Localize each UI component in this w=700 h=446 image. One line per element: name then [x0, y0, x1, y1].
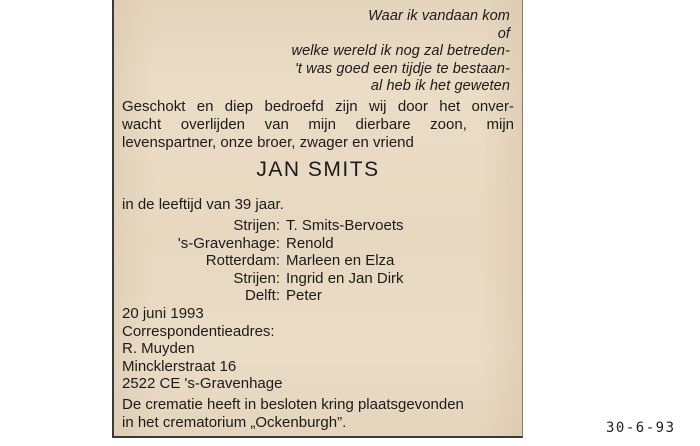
family-place: 's-Gravenhage:: [177, 234, 280, 252]
family-row: [114, 217, 514, 235]
closing-line: De crematie heeft in besloten kring plaatsgevonden: [122, 396, 464, 413]
family-names: Renold: [286, 234, 334, 252]
age-line: in de leeftijd van 39 jaar.: [122, 196, 284, 213]
family-names: Ingrid en Jan Dirk: [286, 269, 404, 287]
closing-line: in het crematorium „Ockenburgh”.: [122, 413, 347, 431]
family-names: Marleen en Elza: [286, 252, 395, 269]
intro-line: wacht overlijden van mijn dierbare zoon, mijn: [122, 116, 514, 133]
cremation-note: [122, 396, 464, 431]
family-names: T. Smits-Bervoets: [286, 217, 404, 234]
family-place: Strijen:: [233, 269, 280, 287]
family-place: Rotterdam:: [205, 252, 280, 269]
handwritten-date: 30-6-93: [606, 420, 676, 436]
poem-line: of: [497, 25, 510, 42]
obituary-clipping: [112, 0, 523, 438]
address-line: 20 juni 1993: [122, 305, 204, 322]
family-row: [114, 270, 514, 288]
family-row: [114, 287, 514, 305]
poem-line: 't was goed een tijdje te bestaan-: [295, 60, 510, 77]
poem-line: welke wereld ik nog zal betreden-: [291, 43, 510, 59]
family-list: [114, 217, 514, 305]
intro-line: levenspartner, onze broer, zwager en vriend: [122, 134, 414, 151]
intro-paragraph: [122, 98, 514, 152]
family-names: Peter: [286, 287, 322, 304]
deceased-name: JAN SMITS: [256, 158, 380, 181]
family-place: Delft:: [244, 287, 280, 304]
family-place: Strijen:: [233, 217, 280, 234]
address-line: Correspondentieadres:: [122, 322, 275, 340]
address-line: 2522 CE 's-Gravenhage: [122, 375, 283, 392]
family-row: [114, 252, 514, 270]
intro-line: Geschokt en diep bedroefd zijn wij door het onver-: [122, 98, 514, 115]
poem-line: Waar ik vandaan kom: [368, 8, 510, 24]
poem-line: al heb ik het geweten: [370, 78, 510, 94]
address-line: Mincklerstraat 16: [122, 357, 237, 375]
poem-verse: [292, 8, 511, 96]
correspondence-address: [122, 305, 282, 393]
family-row: [114, 235, 514, 253]
address-line: R. Muyden: [122, 340, 195, 357]
